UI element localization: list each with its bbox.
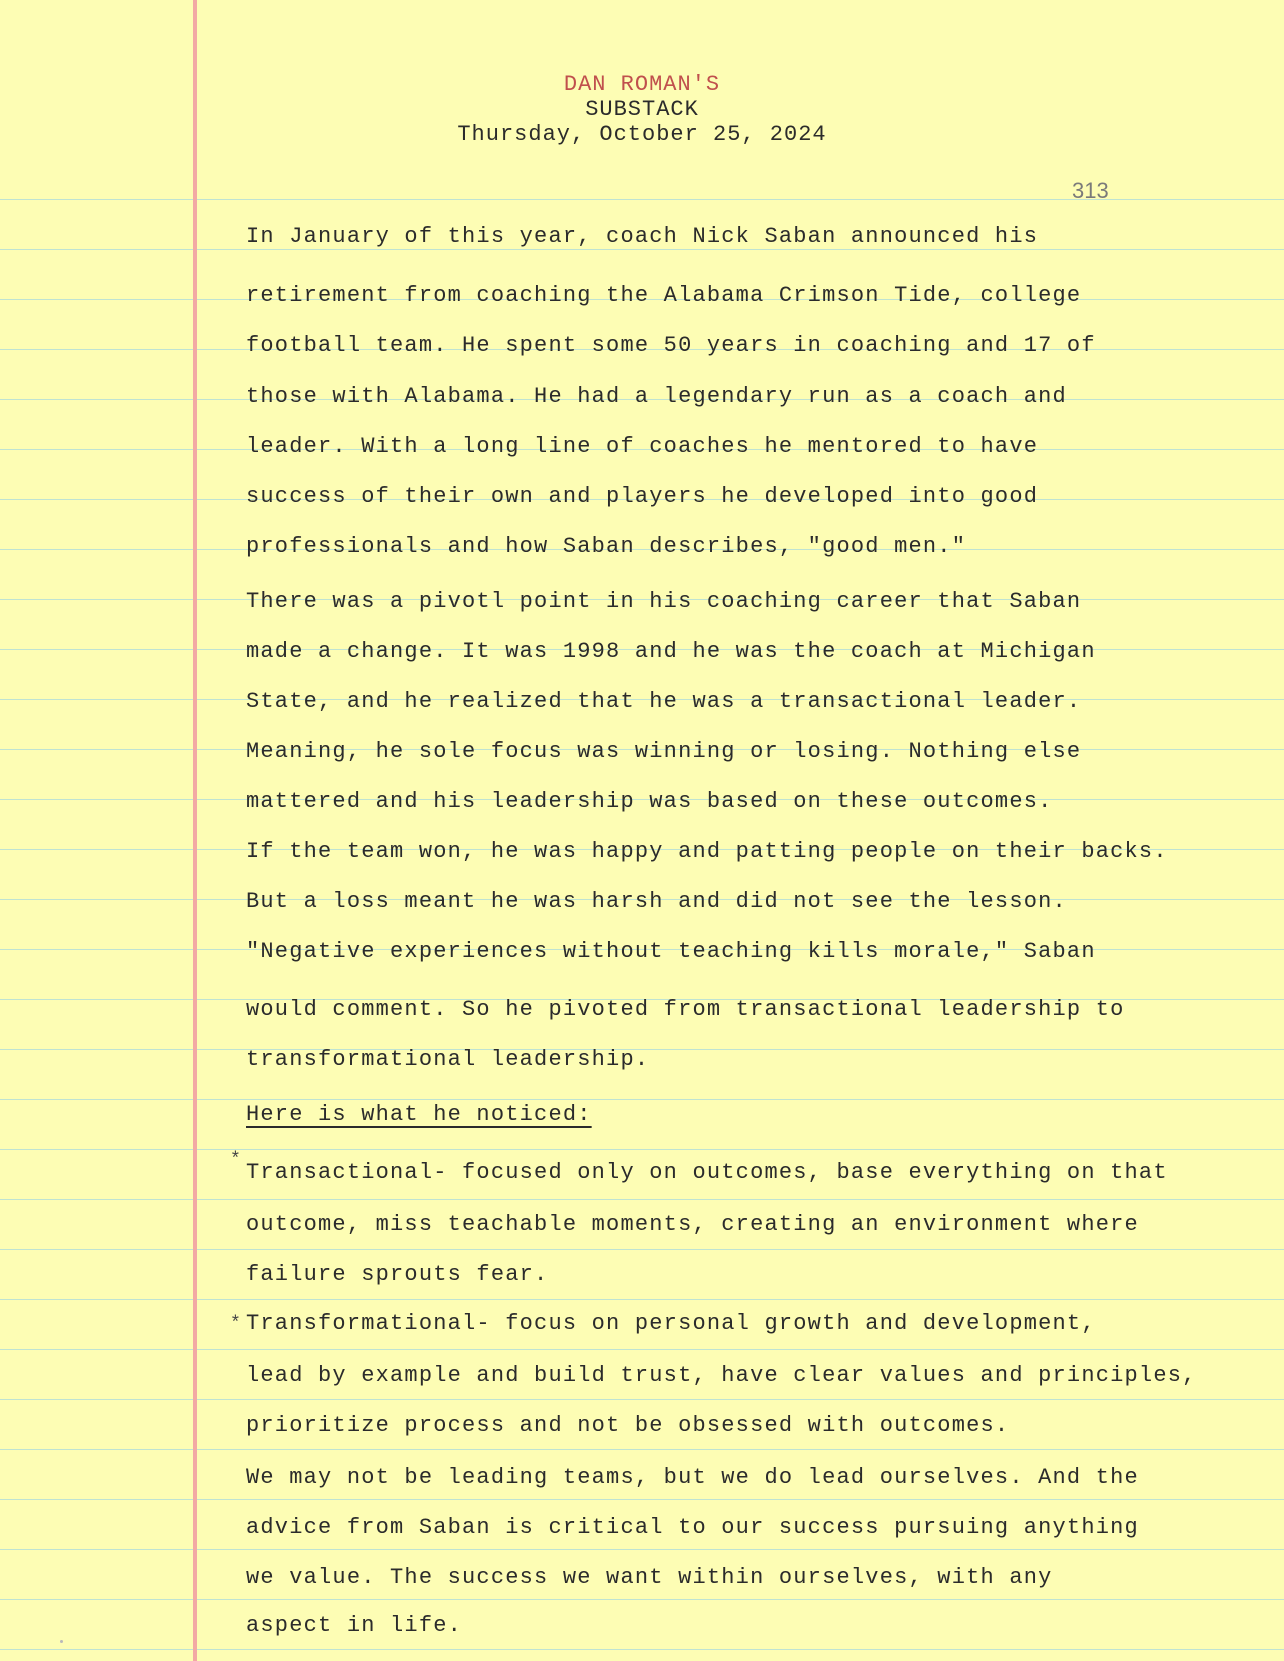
- section-heading: Here is what he noticed:: [246, 1102, 592, 1127]
- body-line-11: Meaning, he sole focus was winning or losing. Nothing else: [246, 739, 1082, 764]
- paper-speck: [60, 1640, 63, 1643]
- body-line-14: But a loss meant he was harsh and did not see the lesson.: [246, 889, 1067, 914]
- body-line-20: outcome, miss teachable moments, creating an environment where: [246, 1212, 1139, 1237]
- body-line-27: we value. The success we want within ourselves, with any: [246, 1565, 1053, 1590]
- bullet-asterisk-1: *: [230, 1150, 241, 1170]
- body-line-10: State, and he realized that he was a transactional leader.: [246, 689, 1082, 714]
- body-line-22: Transformational- focus on personal growth and development,: [246, 1311, 1096, 1336]
- body-line-6: success of their own and players he developed into good: [246, 484, 1039, 509]
- body-line-4: those with Alabama. He had a legendary run as a coach and: [246, 384, 1067, 409]
- header-subtitle: SUBSTACK: [585, 97, 699, 122]
- body-line-7: professionals and how Saban describes, "good men.": [246, 534, 967, 559]
- body-line-15: "Negative experiences without teaching kills morale," Saban: [246, 939, 1096, 964]
- body-line-5: leader. With a long line of coaches he mentored to have: [246, 434, 1039, 459]
- body-line-26: advice from Saban is critical to our success pursuing anything: [246, 1515, 1139, 1540]
- body-line-28: aspect in life.: [246, 1613, 463, 1638]
- header-title: DAN ROMAN'S: [563, 72, 721, 97]
- body-line-23: lead by example and build trust, have clear values and principles,: [246, 1363, 1197, 1388]
- bullet-asterisk-2: *: [230, 1314, 241, 1334]
- body-line-19: Transactional- focused only on outcomes, base everything on that: [246, 1160, 1168, 1185]
- page-header: [0, 72, 1284, 147]
- body-line-16: would comment. So he pivoted from transactional leadership to: [246, 997, 1125, 1022]
- page-number: 313: [1072, 178, 1109, 203]
- body-line-21: failure sprouts fear.: [246, 1262, 549, 1287]
- body-line-1: In January of this year, coach Nick Saban announced his: [246, 224, 1039, 249]
- body-line-24: prioritize process and not be obsessed with outcomes.: [246, 1413, 1010, 1438]
- body-line-17: transformational leadership.: [246, 1047, 650, 1072]
- header-date: Thursday, October 25, 2024: [457, 122, 827, 147]
- body-line-12: mattered and his leadership was based on these outcomes.: [246, 789, 1053, 814]
- body-line-2: retirement from coaching the Alabama Crimson Tide, college: [246, 283, 1082, 308]
- body-line-25: We may not be leading teams, but we do lead ourselves. And the: [246, 1465, 1139, 1490]
- red-margin-line: [193, 0, 197, 1661]
- body-line-9: made a change. It was 1998 and he was the coach at Michigan: [246, 639, 1096, 664]
- body-line-3: football team. He spent some 50 years in coaching and 17 of: [246, 333, 1096, 358]
- body-line-8: There was a pivotl point in his coaching career that Saban: [246, 589, 1082, 614]
- body-line-13: If the team won, he was happy and patting people on their backs.: [246, 839, 1168, 864]
